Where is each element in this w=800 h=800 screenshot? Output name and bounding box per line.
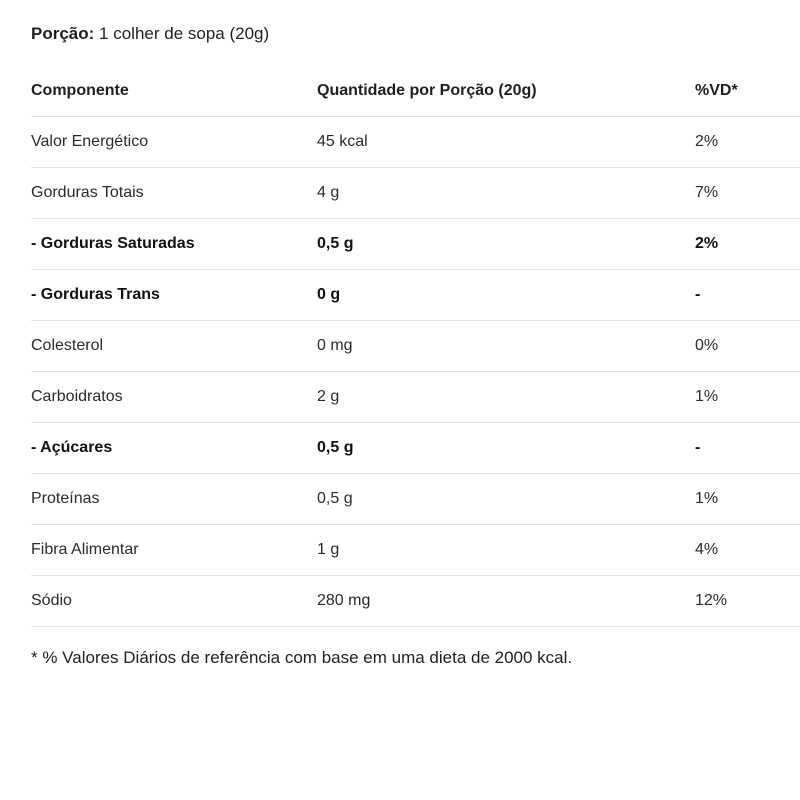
table-row bbox=[31, 321, 800, 372]
cell-quantity: 280 mg bbox=[317, 576, 695, 627]
cell-daily-value: 2% bbox=[695, 219, 800, 270]
cell-component: - Açúcares bbox=[31, 423, 317, 474]
table-row bbox=[31, 168, 800, 219]
table-row bbox=[31, 576, 800, 627]
table-row bbox=[31, 525, 800, 576]
cell-component: Carboidratos bbox=[31, 372, 317, 423]
table-row bbox=[31, 219, 800, 270]
cell-quantity: 1 g bbox=[317, 525, 695, 576]
cell-component: Proteínas bbox=[31, 474, 317, 525]
cell-quantity: 4 g bbox=[317, 168, 695, 219]
table-row bbox=[31, 372, 800, 423]
cell-daily-value: 4% bbox=[695, 525, 800, 576]
table-header-row bbox=[31, 66, 800, 117]
cell-daily-value: 7% bbox=[695, 168, 800, 219]
table-row bbox=[31, 117, 800, 168]
portion-value: 1 colher de sopa (20g) bbox=[99, 24, 270, 43]
cell-quantity: 45 kcal bbox=[317, 117, 695, 168]
portion-label: Porção: bbox=[31, 24, 95, 43]
cell-component: Valor Energético bbox=[31, 117, 317, 168]
cell-component: - Gorduras Saturadas bbox=[31, 219, 317, 270]
portion-info bbox=[31, 22, 269, 46]
cell-daily-value: 12% bbox=[695, 576, 800, 627]
cell-quantity: 0,5 g bbox=[317, 423, 695, 474]
cell-daily-value: 0% bbox=[695, 321, 800, 372]
cell-quantity: 2 g bbox=[317, 372, 695, 423]
cell-quantity: 0,5 g bbox=[317, 219, 695, 270]
header-quantity: Quantidade por Porção (20g) bbox=[317, 66, 695, 117]
cell-component: Colesterol bbox=[31, 321, 317, 372]
cell-daily-value: 2% bbox=[695, 117, 800, 168]
footnote: * % Valores Diários de referência com base em uma dieta de 2000 kcal. bbox=[31, 648, 573, 667]
cell-quantity: 0,5 g bbox=[317, 474, 695, 525]
cell-daily-value: - bbox=[695, 270, 800, 321]
cell-component: Fibra Alimentar bbox=[31, 525, 317, 576]
cell-daily-value: 1% bbox=[695, 474, 800, 525]
cell-component: - Gorduras Trans bbox=[31, 270, 317, 321]
cell-component: Gorduras Totais bbox=[31, 168, 317, 219]
cell-quantity: 0 g bbox=[317, 270, 695, 321]
table-row bbox=[31, 423, 800, 474]
cell-daily-value: 1% bbox=[695, 372, 800, 423]
table-row bbox=[31, 270, 800, 321]
cell-daily-value: - bbox=[695, 423, 800, 474]
nutrition-table bbox=[31, 66, 800, 627]
header-component: Componente bbox=[31, 66, 317, 117]
cell-quantity: 0 mg bbox=[317, 321, 695, 372]
header-daily-value: %VD* bbox=[695, 66, 800, 117]
table-row bbox=[31, 474, 800, 525]
cell-component: Sódio bbox=[31, 576, 317, 627]
